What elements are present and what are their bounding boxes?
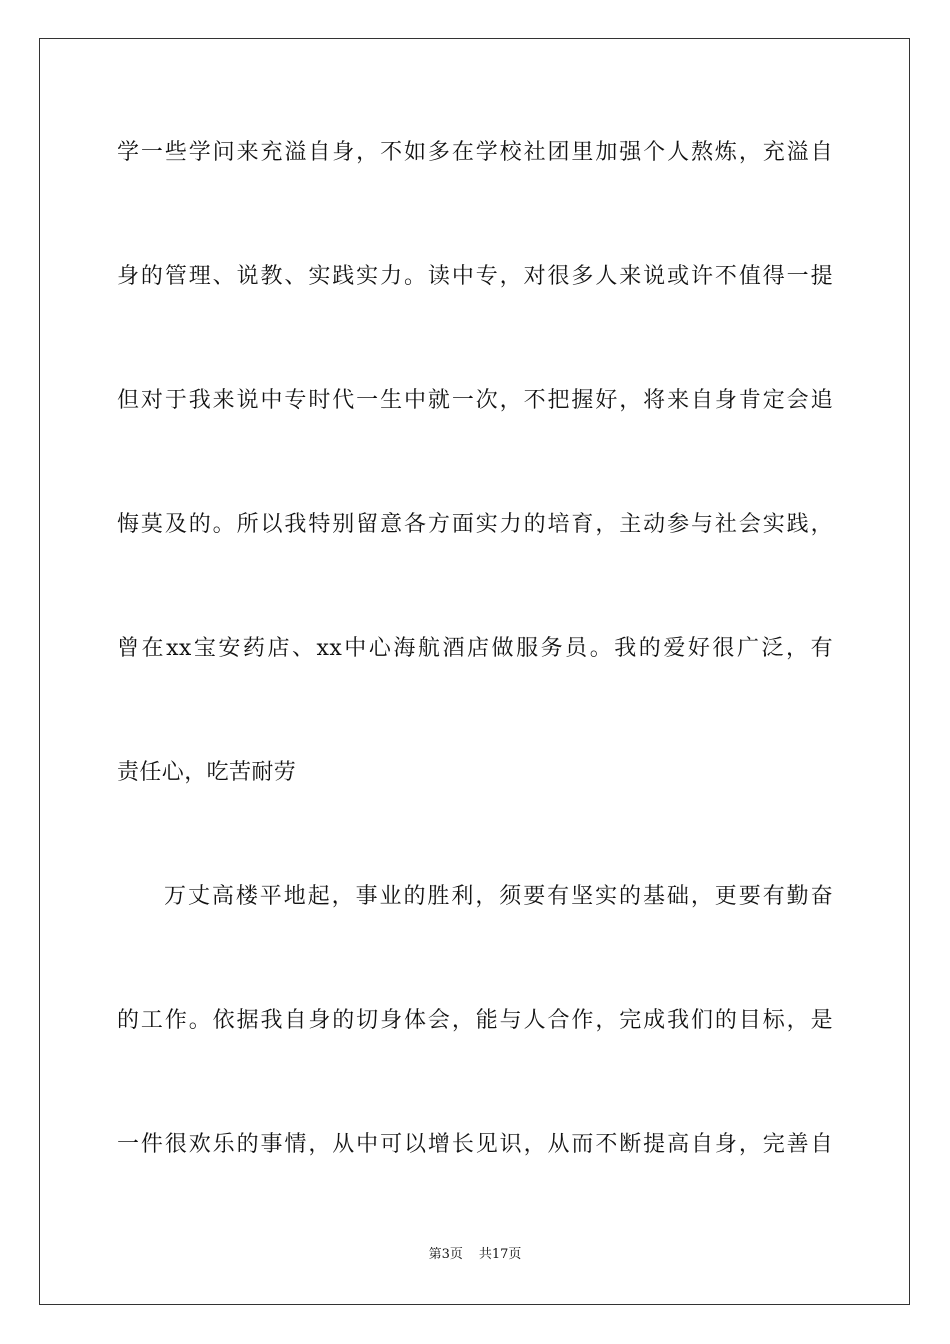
body-text-line: 悔莫及的。所以我特别留意各方面实力的培育，主动参与社会实践， <box>117 512 833 537</box>
page-total: 共17页 <box>478 1247 522 1262</box>
body-text-line: 一件很欢乐的事情，从中可以增长见识，从而不断提高自身，完善自 <box>117 1132 833 1157</box>
page-border <box>39 38 910 1305</box>
page-footer <box>0 1246 950 1264</box>
body-text-line: 但对于我来说中专时代一生中就一次，不把握好，将来自身肯定会追 <box>117 388 833 413</box>
body-text-line: 的工作。依据我自身的切身体会，能与人合作，完成我们的目标，是 <box>117 1008 833 1033</box>
page-number: 第3页 <box>428 1247 463 1262</box>
paragraph-first-line: 万丈高楼平地起，事业的胜利，须要有坚实的基础，更要有勤奋 <box>164 884 833 909</box>
body-text-line: 责任心，吃苦耐劳 <box>117 760 297 785</box>
body-text-line: 身的管理、说教、实践实力。读中专，对很多人来说或许不值得一提 <box>117 264 833 289</box>
body-text-line: 学一些学问来充溢自身，不如多在学校社团里加强个人熬炼，充溢自 <box>117 140 833 165</box>
body-text-line: 曾在xx宝安药店、xx中心海航酒店做服务员。我的爱好很广泛，有 <box>117 636 833 661</box>
